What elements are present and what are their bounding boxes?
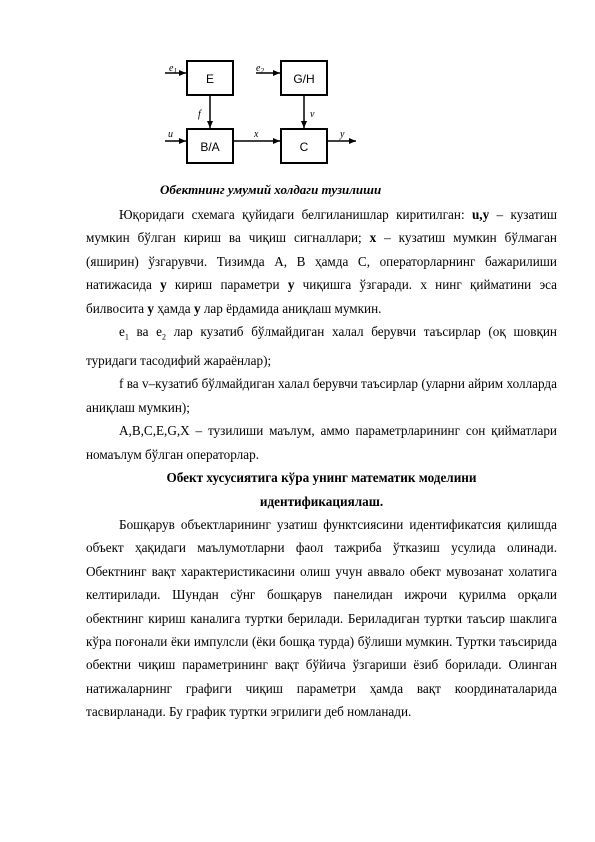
text-run: – кузатиш мумкин бўлмаган (яширин) ўзгарувчи. Тизимда А, В ҳамда С, операторларнинг бажарилиши натижасида	[86, 230, 557, 293]
signal-u-label: u	[168, 129, 173, 140]
paragraph-identification: Бошқарув объектларининг узатиш функтсиясини идентификатсия қилишда объект ҳақидаги маълумотларни фаол тажриба ўтказиш усулида олинади. Обектнинг вақт характеристикасини олиш учун аввало обект мувозанат холатига келтирилади. Шундан сўнг бошқарув панелидан ижрочи қурилма орқали обектнинг кириш каналига туртки берилади. Бериладиган туртки таъсир шаклига кўра поғонали ёки импулсли (ёки бошқа турда) бўлиши мумкин. Туртки таъсирида обектни чиқиш параметрининг вақт бўйича ўзгариши ёзиб борилади. Олинган натижаларнинг графиги чиқиш параметри ҳамда вақт координаталарида тасвирланади. Бу график туртки эгрилиги деб номланади.	[86, 516, 557, 720]
text-run: лар кузатиб бўлмайдиган халал берувчи таъсирлар (оқ шовқин туридаги тасодифий жараёнлар);	[86, 324, 557, 369]
signal-e1-label: $e_1$	[169, 63, 177, 75]
text-run-bold: у	[147, 300, 154, 316]
text-run-bold: у	[160, 277, 167, 293]
signal-e2-label: $e_2$	[256, 63, 264, 75]
signal-f-label: f	[198, 109, 201, 120]
paragraph-disturbances-e	[86, 320, 557, 372]
signal-x-label: x	[254, 129, 259, 140]
text-run-bold: у	[287, 277, 295, 293]
block-c-label: C	[299, 140, 309, 154]
paragraph-disturbances-fv: f ва v–кузатиб бўлмайдиган халал берувчи таъсирлар (уларни айрим холларда аниқлаш мумкин);	[86, 376, 557, 415]
block-ba-label: B/A	[200, 140, 220, 154]
block-gh-label: G/H	[293, 72, 315, 86]
text-run: ҳамда	[154, 300, 194, 316]
body-text	[86, 203, 557, 724]
subscript: 2	[162, 332, 167, 342]
text-run: ва е	[128, 324, 163, 340]
section-heading-line1: Обект хусусиятига кўра унинг математик моделини	[166, 470, 477, 486]
text-run: – кузатиш мумкин бўлган кириш ва чиқиш сигналлари;	[86, 207, 558, 246]
signal-y-label: y	[340, 129, 345, 140]
text-run: лар ёрдамида аниқлаш мумкин.	[200, 300, 382, 316]
paragraph-operators: A,B,C,E,G,X – тузилиши маълум, аммо параметрларининг сон қийматлари номаълум бўлган операторлар.	[86, 423, 557, 462]
text-run-bold: u,y	[471, 207, 490, 222]
subscript: 1	[124, 332, 129, 342]
text-run: кириш параметри	[166, 277, 288, 293]
text-run-bold: у	[193, 300, 201, 316]
text-run-bold: x	[369, 230, 377, 246]
text-run: чиқишга ўзгаради. х нинг қийматини эса билвосита	[86, 277, 557, 316]
block-e-label: E	[205, 72, 215, 86]
signal-v-label: v	[310, 109, 315, 120]
paragraph-notation	[86, 203, 557, 320]
text-run: е	[119, 324, 125, 340]
section-heading-line2: идентификациялаш.	[259, 493, 384, 509]
figure-caption: Обектнинг умумий холдаги тузилиши	[160, 182, 382, 197]
text-run: Юқоридаги схемага қуйидаги белгиланишлар киритилган:	[119, 207, 472, 222]
object-structure-diagram	[160, 55, 365, 170]
block-diagram-svg	[160, 55, 365, 170]
